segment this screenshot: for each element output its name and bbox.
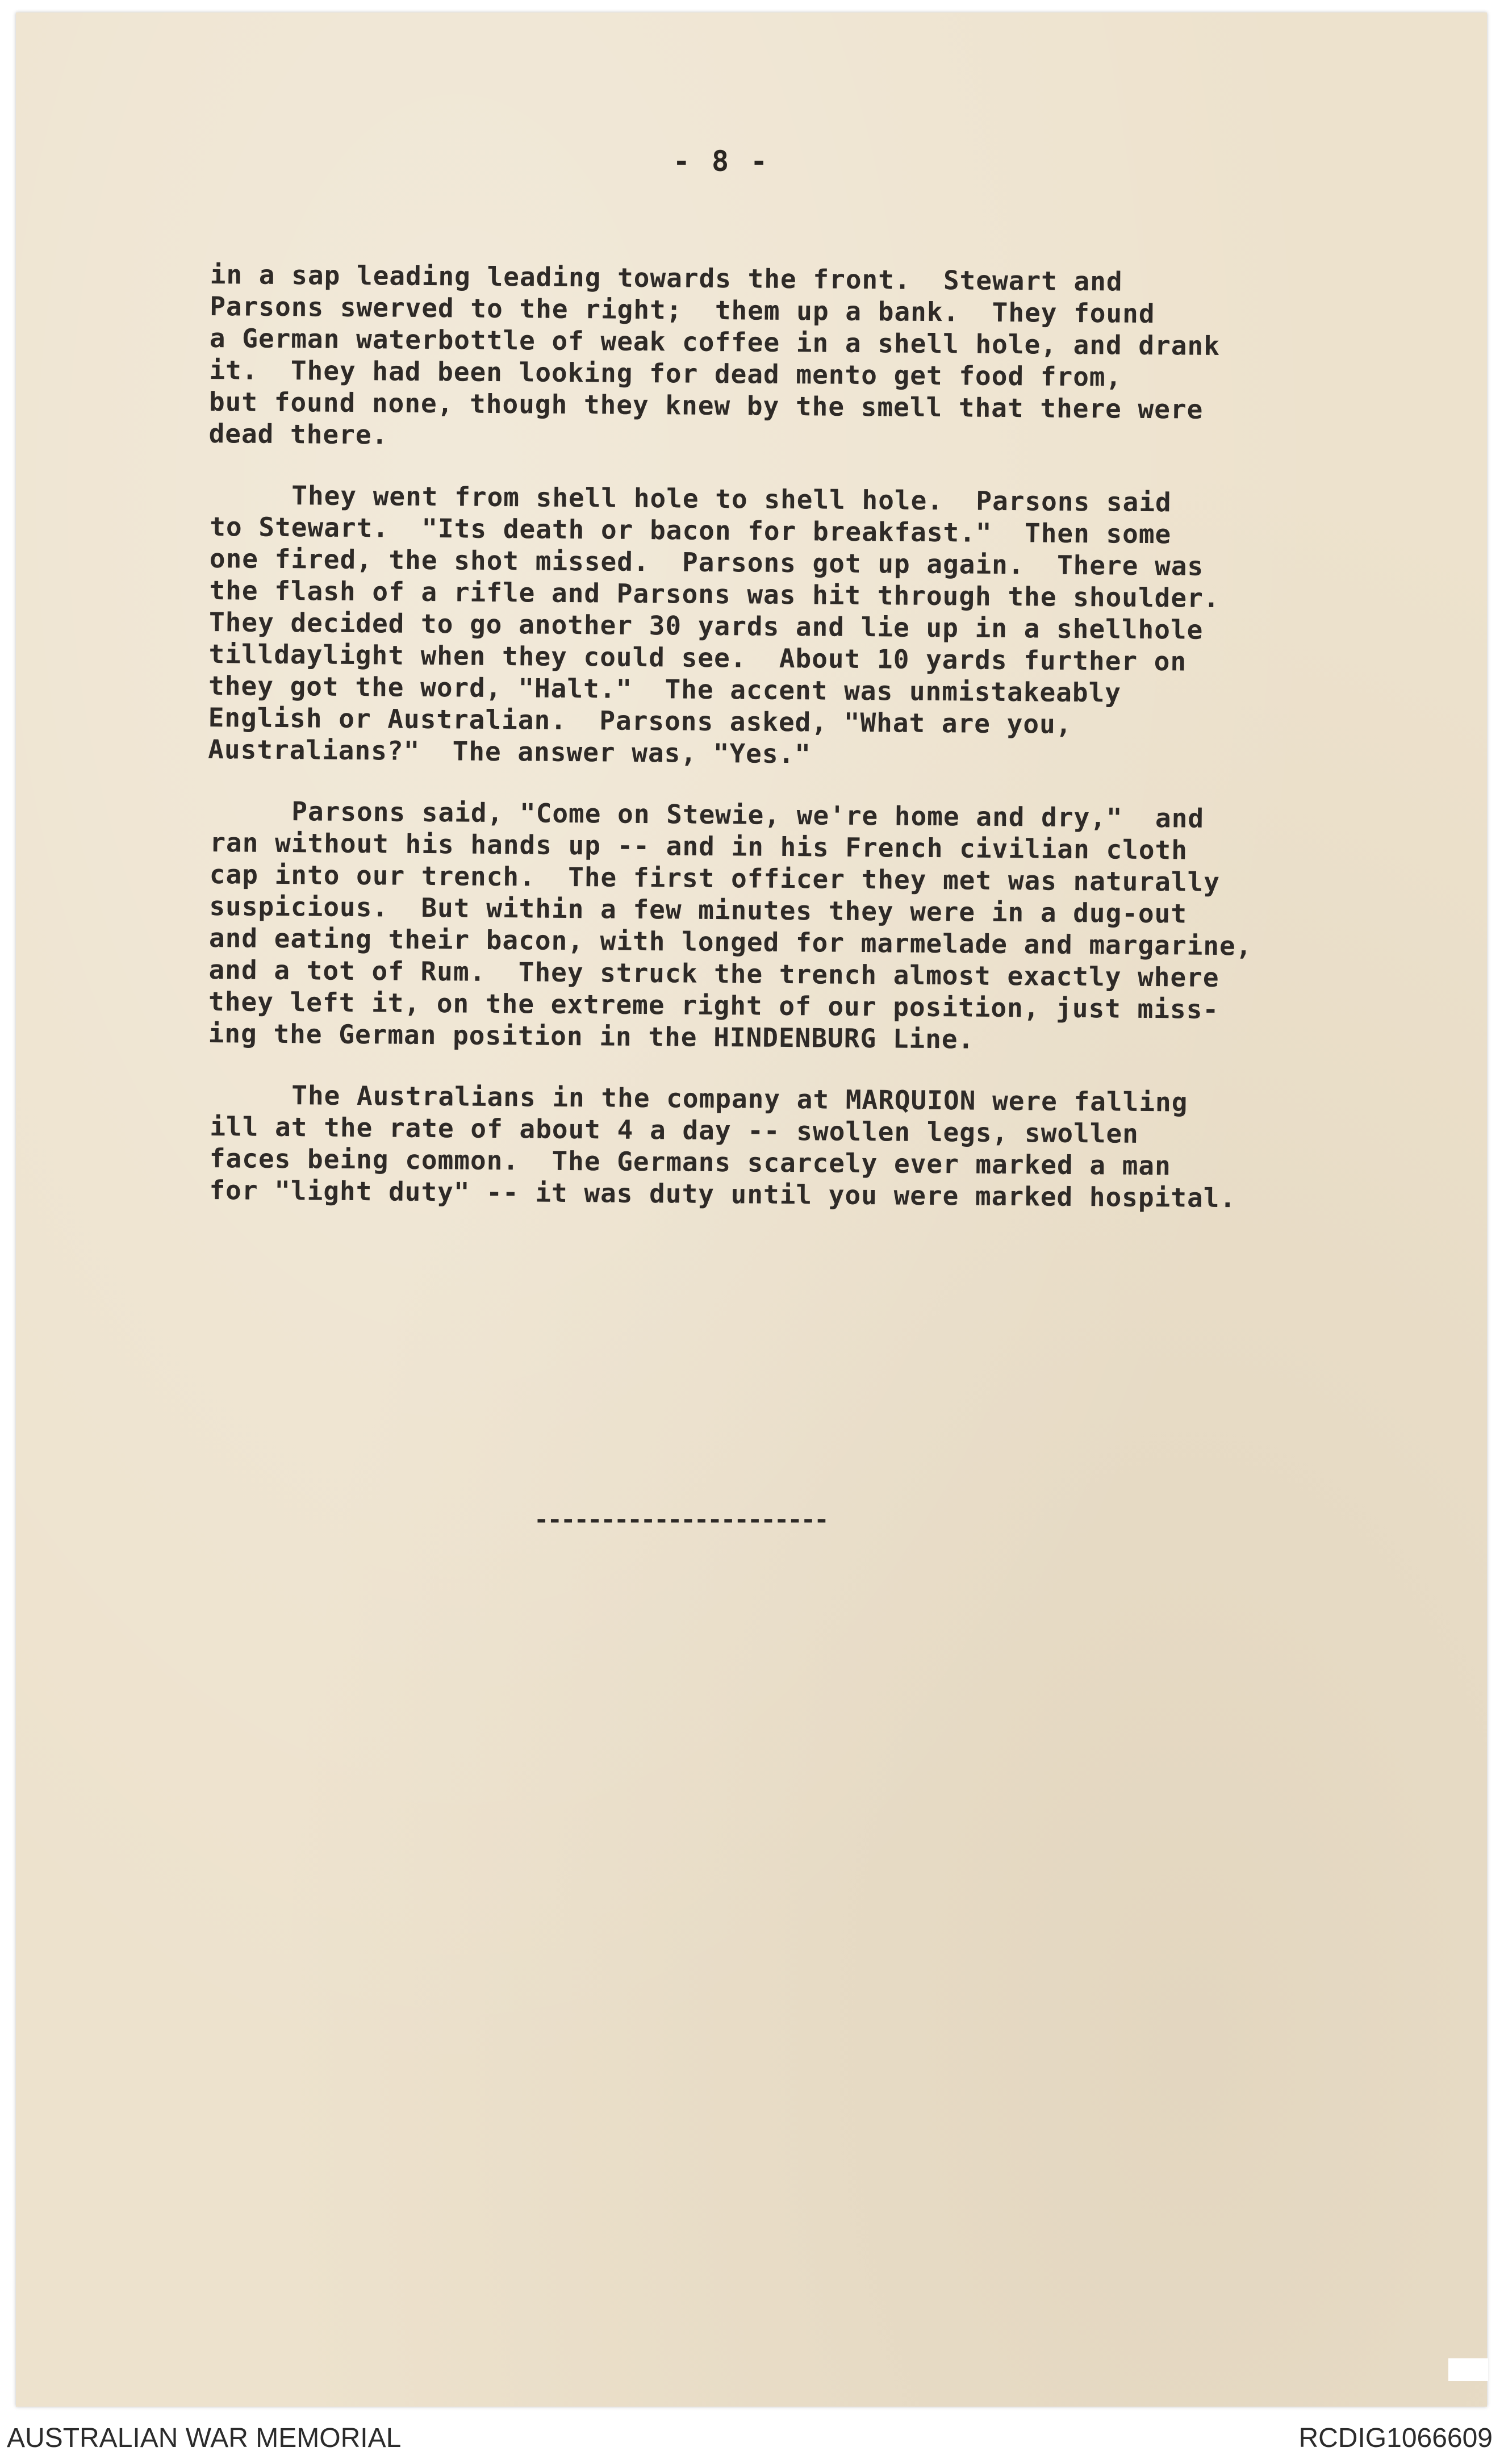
paragraph-1: in a sap leading leading towards the front. Stewart and Parsons swerved to the right; them up a bank. They found a German waterbottle of weak coffee in a shell hole, and drank it. They had been looking for dead mento get food from, but found none, though they knew by the smell that there were dead there. <box>208 258 1221 450</box>
footer-record-id: RCDIG1066609 <box>1298 2423 1493 2453</box>
footer-institution: AUSTRALIAN WAR MEMORIAL <box>7 2423 402 2453</box>
footer-bar <box>0 2423 1504 2457</box>
paragraph-4: The Australians in the company at MARQUION were falling ill at the rate of about 4 a day -- swollen legs, swollen faces being common. The Germans scarcely ever marked a man for "light duty" -- it was duty until you were marked hospital. <box>209 1079 1236 1214</box>
page-number: - 8 - <box>672 145 770 178</box>
paragraph-3: Parsons said, "Come on Stewie, we're home and dry," and ran without his hands up -- and in his French civilian cloth cap into our trench. The first officer they met was naturally suspicious. But within a few minutes they were in a dug-out and eating their bacon, with longed for marmelade and margarine, and a tot of Rum. They struck the trench almost exactly where they left it, on the extreme right of our position, just miss- ing the German position in the HINDENBURG Line. <box>208 795 1252 1055</box>
page-edge-notch <box>1448 2358 1488 2381</box>
document-body <box>210 258 1397 1235</box>
paragraph-2: They went from shell hole to shell hole. Parsons said to Stewart. "Its death or bacon for breakfast." Then some one fired, the shot missed. Parsons got up again. There was the flash of a rifle and Parsons was hit through the shoulder. They decided to go another 30 yards and lie up in a shellhole tilldaylight when they could see. About 10 yards further on they got the word, "Halt." The accent was unmistakeably English or Australian. Parsons asked, "What are you, Australians?" The answer was, "Yes." <box>208 479 1220 770</box>
closing-divider: ---------------------- <box>534 1505 828 1534</box>
